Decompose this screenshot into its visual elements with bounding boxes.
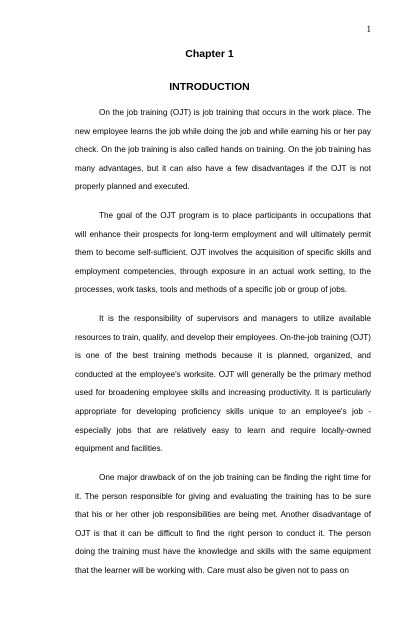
chapter-title: Chapter 1 — [185, 48, 234, 60]
section-heading: INTRODUCTION — [169, 81, 250, 93]
page-number: 1 — [366, 24, 371, 34]
paragraph-responsibility: It is the responsibility of supervisors and managers to utilize available resources to train, qualify, and develop their employees. On-the-job training (OJT) is one of the best training methods because it is planned, organized, and conducted at the employee's worksite. OJT will generally be the primary method used for broadening employee skills and increasing productivity. It is particularly appropriate for developing proficiency skills unique to an employee's job - especially jobs that are relatively easy to learn and require locally-owned equipment and facilities. — [75, 314, 371, 454]
paragraph-ojt-goal: The goal of the OJT program is to place participants in occupations that will enhance their prospects for long-term employment and will ultimately permit them to become self-sufficient. OJT involves the acquisition of specific skills and employment competencies, through exposure in an actual work setting, to the processes, work tasks, tools and methods of a specific job or group of jobs. — [75, 211, 371, 295]
paragraph-ojt-definition: On the job training (OJT) is job training that occurs in the work place. The new employee learns the job while doing the job and while earning his or her pay check. On the job training is also called hands on training. On the job training has many advantages, but it can also have a few disadvantages if the OJT is not properly planned and executed. — [75, 108, 371, 192]
paragraph-drawbacks: One major drawback of on the job training can be finding the right time for it. The person responsible for giving and evaluating the training has to be sure that his or her other job responsibilities are being met. Another disadvantage of OJT is that it can be difficult to find the right person to conduct it. The person doing the training must have the knowledge and skills with the same equipment that the learner will be working with. Care must also be given not to pass on — [75, 473, 371, 575]
